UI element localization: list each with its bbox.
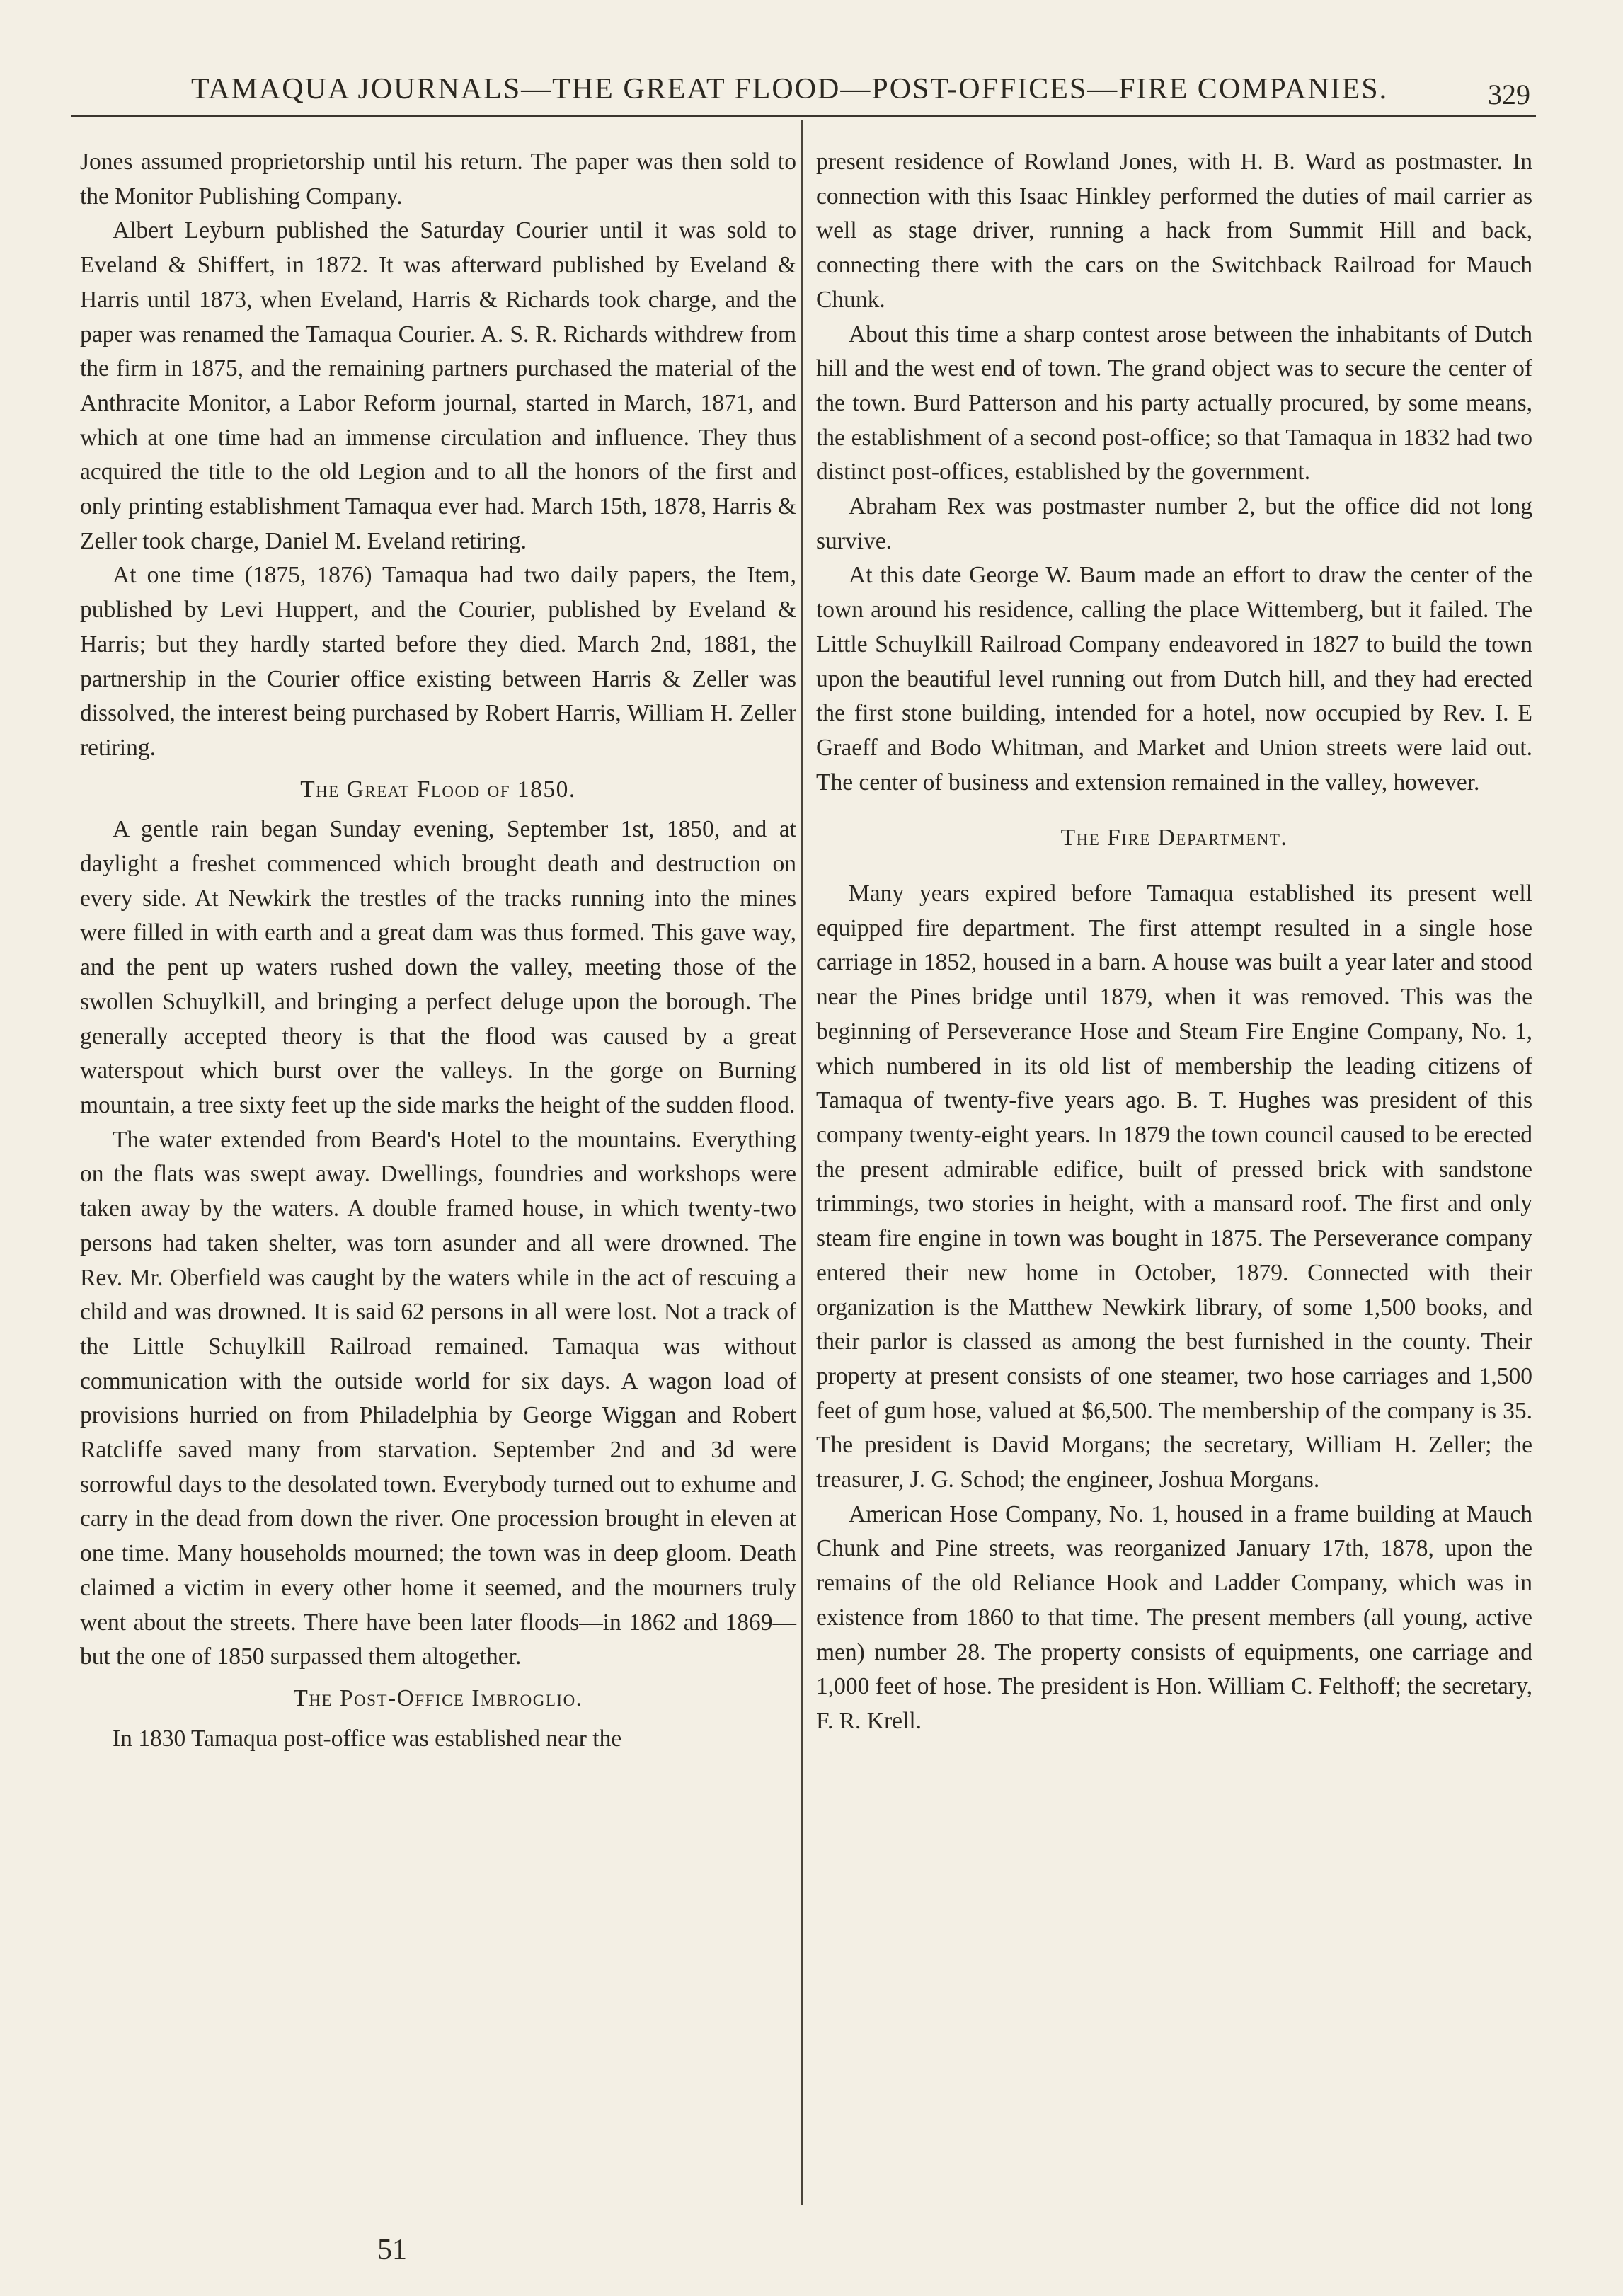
section-heading-fire-department: The Fire Department. (1060, 825, 1288, 851)
paragraph: Abraham Rex was postmaster number 2, but the office did not long survive. (816, 493, 1532, 554)
section-heading-great-flood: The Great Flood of 1850. (300, 776, 576, 803)
paragraph: Many years expired before Tamaqua established its present well equipped fire department. The first attempt resulted in a single hose carriage in 1852, housed in a barn. A house was built a year later and stood near the Pines bridge until 1879, when it was removed. This was the beginning of Perseverance Hose and Steam Fire Engine Company, No. 1, which numbered in its old list of membership the leading citizens of Tamaqua of twenty-five years ago. B. T. Hughes was president of this company twenty-eight years. In 1879 the town council caused to be erected the present admirable edifice, built of pressed brick with sandstone trimmings, two stories in height, with a mansard roof. The first and only steam fire engine in town was bought in 1875. The Perseverance company entered their new home in October, 1879. Connected with their organization is the Matthew Newkirk library, of some 1,500 books, and their parlor is classed as among the best furnished in the county. Their property at present consists of one steamer, two hose carriages and 1,500 feet of gum hose, valued at $6,500. The membership of the company is 35. The president is David Morgans; the secretary, William H. Zeller; the treasurer, J. G. Schod; the engineer, Joshua Morgans. (816, 880, 1532, 1493)
paragraph: A gentle rain began Sunday evening, September 1st, 1850, and at daylight a freshet commenced which brought death and destruction on every side. At Newkirk the trestles of the tracks running into the mines were filled in with earth and a great dam was thus formed. This gave way, and the pent up waters rushed down the valley, meeting those of the swollen Schuylkill, and bringing a perfect deluge upon the borough. The generally accepted theory is that the flood was caused by a great waterspout which burst over the valleys. In the gorge on Burning mountain, a tree sixty feet up the side marks the height of the sudden flood. (80, 816, 796, 1118)
paragraph: At one time (1875, 1876) Tamaqua had two daily papers, the Item, published by Levi Huppert, and the Courier, published by Eveland & Harris; but they hardly started before they died. March 2nd, 1881, the partnership in the Courier office existing between Harris & Zeller was dissolved, the interest being purchased by Robert Harris, William H. Zeller retiring. (80, 562, 796, 761)
column-divider (801, 120, 803, 2205)
page-header (71, 65, 1536, 117)
paragraph: American Hose Company, No. 1, housed in a frame building at Mauch Chunk and Pine streets, was reorganized January 17th, 1878, upon the remains of the old Reliance Hook and Ladder Company, which was in existence from 1860 to that time. The present members (all young, active men) number 28. The property consists of equipments, one carriage and 1,000 feet of hose. The president is Hon. William C. Felthoff; the secretary, F. R. Krell. (816, 1500, 1532, 1734)
paragraph: present residence of Rowland Jones, with H. B. Ward as postmaster. In connection with this Isaac Hinkley performed the duties of mail carrier as well as stage driver, running a hack from Summit Hill and back, connecting there with the cars on the Switchback Railroad for Mauch Chunk. (816, 149, 1532, 313)
paragraph: At this date George W. Baum made an effort to draw the center of the town around his residence, calling the place Wittemberg, but it failed. The Little Schuylkill Railroad Company endeavored in 1827 to build the town upon the beautiful level running out from Dutch hill, and they had erected the first stone building, intended for a hotel, now occupied by Rev. I. E Graeff and Bodo Whitman, and Market and Union streets were laid out. The center of business and extension remained in the valley, however. (816, 562, 1532, 796)
paragraph: Jones assumed proprietorship until his return. The paper was then sold to the Monitor Publishing Company. (80, 149, 796, 209)
signature-mark: 51 (377, 2234, 407, 2266)
right-column (816, 145, 1532, 1739)
paragraph: Albert Leyburn published the Saturday Courier until it was sold to Eveland & Shiffert, in 1872. It was afterward published by Eveland & Harris until 1873, when Eveland, Harris & Richards took charge, and the paper was renamed the Tamaqua Courier. A. S. R. Richards withdrew from the firm in 1875, and the remaining partners purchased the material of the Anthracite Monitor, a Labor Reform journal, started in March, 1871, and which at one time had an immense circulation and influence. They thus acquired the title to the old Legion and to all the honors of the first and only printing establishment Tamaqua ever had. March 15th, 1878, Harris & Zeller took charge, Daniel M. Eveland retiring. (80, 217, 796, 554)
paragraph: The water extended from Beard's Hotel to the mountains. Everything on the flats was swept away. Dwellings, foundries and workshops were taken away by the waters. A double framed house, in which twenty-two persons had taken shelter, was torn asunder and all were drowned. The Rev. Mr. Oberfield was caught by the waters while in the act of rescuing a child and was drowned. It is said 62 persons in all were lost. Not a track of the Little Schuylkill Railroad remained. Tamaqua was without communication with the outside world for six days. A wagon load of provisions hurried on from Philadelphia by George Wiggan and Robert Ratcliffe saved many from starvation. September 2nd and 3d were sorrowful days to the desolated town. Everybody turned out to exhume and carry in the dead from down the river. One procession brought in eleven at one time. Many households mourned; the town was in deep gloom. Death claimed a victim in every other home it seemed, and the mourners truly went about the streets. There have been later floods—in 1862 and 1869—but the one of 1850 surpassed them altogether. (80, 1126, 796, 1670)
paragraph: In 1830 Tamaqua post-office was established near the (113, 1725, 622, 1752)
page-number: 329 (1488, 79, 1530, 110)
left-column (80, 145, 796, 1756)
paragraph: About this time a sharp contest arose between the inhabitants of Dutch hill and the west end of town. The grand object was to secure the center of the town. Burd Patterson and his party actually procured, by some means, the establishment of a second post-office; so that Tamaqua in 1832 had two distinct post-offices, established by the government. (816, 321, 1532, 486)
running-head: TAMAQUA JOURNALS—THE GREAT FLOOD—POST-OFFICES—FIRE COMPANIES. (191, 73, 1389, 105)
section-heading-post-office: The Post-Office Imbroglio. (293, 1684, 583, 1711)
